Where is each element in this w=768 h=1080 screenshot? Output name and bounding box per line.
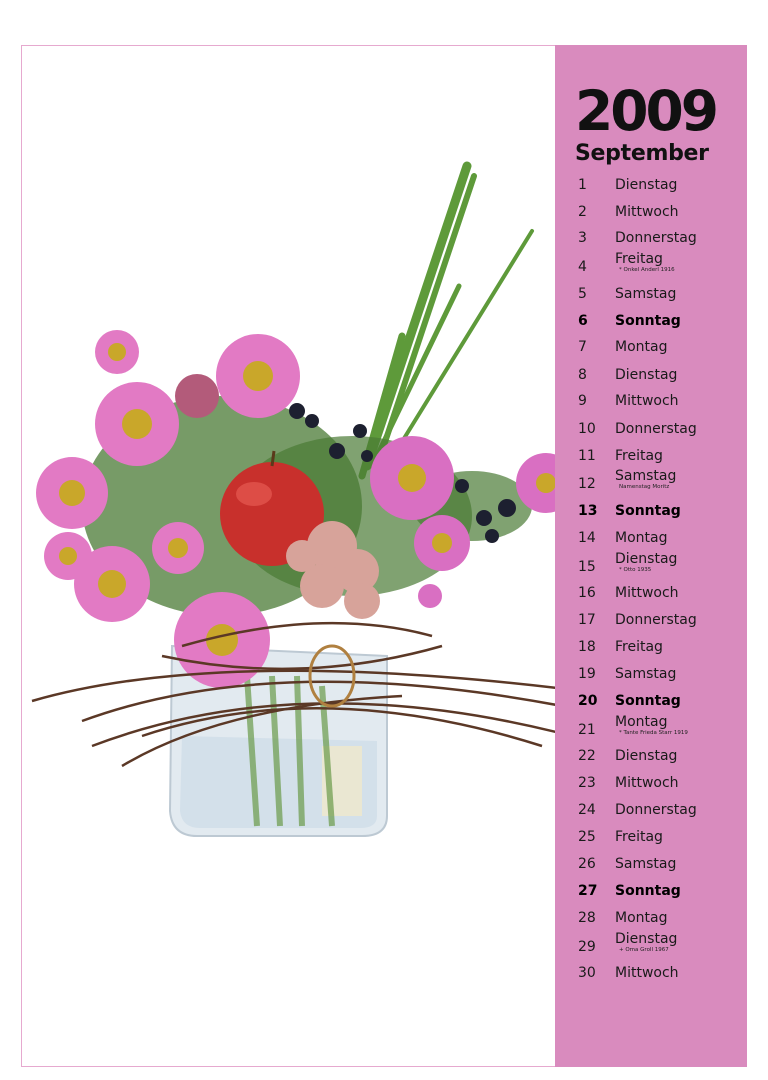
day-number: 17 — [578, 612, 596, 628]
day-row-sunday — [555, 879, 747, 905]
day-number: 25 — [578, 829, 596, 845]
day-name: Freitag — [615, 639, 663, 655]
day-number: 24 — [578, 802, 596, 818]
day-name: Montag — [615, 910, 668, 926]
day-row — [555, 226, 747, 252]
day-name: Dienstag — [615, 177, 678, 193]
day-row — [555, 526, 747, 552]
day-number: 23 — [578, 775, 596, 791]
day-number: 29 — [578, 939, 596, 955]
day-row-sunday — [555, 499, 747, 525]
day-name: Donnerstag — [615, 612, 697, 628]
day-number: 9 — [578, 393, 587, 409]
day-row — [555, 771, 747, 797]
day-name: Dienstag — [615, 931, 678, 947]
day-name: Sonntag — [615, 883, 681, 899]
day-name: Montag — [615, 530, 668, 546]
day-name: Donnerstag — [615, 230, 697, 246]
day-row — [555, 744, 747, 770]
day-row — [555, 335, 747, 361]
day-row — [555, 716, 747, 742]
grass-leaves — [362, 166, 532, 476]
day-number: 5 — [578, 286, 587, 302]
day-name: Samstag — [615, 856, 677, 872]
day-row — [555, 282, 747, 308]
day-row — [555, 253, 747, 279]
day-row — [555, 961, 747, 987]
day-number: 27 — [578, 883, 598, 899]
day-name: Freitag — [615, 251, 663, 267]
day-name: Mittwoch — [615, 204, 679, 220]
day-row — [555, 553, 747, 579]
day-name: Freitag — [615, 448, 663, 464]
day-name: Sonntag — [615, 503, 681, 519]
day-note: + Oma Groll 1967 — [619, 947, 669, 953]
day-name: Samstag — [615, 666, 677, 682]
day-name: Montag — [615, 339, 668, 355]
day-row — [555, 581, 747, 607]
day-row — [555, 470, 747, 496]
day-note: * Onkel Anderl 1916 — [619, 267, 675, 273]
day-row — [555, 444, 747, 470]
day-number: 26 — [578, 856, 596, 872]
day-number: 8 — [578, 367, 587, 383]
day-name: Freitag — [615, 829, 663, 845]
day-name: Mittwoch — [615, 393, 679, 409]
day-row — [555, 635, 747, 661]
day-number: 30 — [578, 965, 596, 981]
day-row — [555, 933, 747, 959]
day-number: 6 — [578, 313, 588, 329]
day-number: 28 — [578, 910, 596, 926]
flower-bouquet-photo — [22, 46, 555, 1066]
day-number: 14 — [578, 530, 596, 546]
day-row-sunday — [555, 689, 747, 715]
calendar-month: September — [575, 141, 709, 166]
day-name: Sonntag — [615, 313, 681, 329]
day-row — [555, 608, 747, 634]
day-number: 15 — [578, 559, 596, 575]
day-number: 10 — [578, 421, 596, 437]
day-row — [555, 173, 747, 199]
day-name: Samstag — [615, 286, 677, 302]
day-name: Dienstag — [615, 748, 678, 764]
day-name: Dienstag — [615, 551, 678, 567]
day-number: 20 — [578, 693, 598, 709]
day-number: 7 — [578, 339, 587, 355]
day-row — [555, 662, 747, 688]
day-number: 18 — [578, 639, 596, 655]
day-name: Dienstag — [615, 367, 678, 383]
day-number: 13 — [578, 503, 598, 519]
day-number: 16 — [578, 585, 596, 601]
day-note: Namenstag Moritz — [619, 484, 670, 490]
day-row — [555, 389, 747, 415]
day-number: 4 — [578, 259, 587, 275]
day-name: Mittwoch — [615, 775, 679, 791]
day-name: Mittwoch — [615, 965, 679, 981]
day-name: Sonntag — [615, 693, 681, 709]
day-note: * Tante Frieda Starr 1919 — [619, 730, 688, 736]
day-number: 22 — [578, 748, 596, 764]
day-number: 12 — [578, 476, 596, 492]
day-row — [555, 906, 747, 932]
calendar-sidebar — [555, 45, 747, 1067]
day-row — [555, 417, 747, 443]
calendar-year: 2009 — [575, 79, 717, 143]
day-name: Donnerstag — [615, 421, 697, 437]
day-row — [555, 200, 747, 226]
day-row-sunday — [555, 309, 747, 335]
day-number: 1 — [578, 177, 587, 193]
day-name: Montag — [615, 714, 668, 730]
day-number: 19 — [578, 666, 596, 682]
day-number: 2 — [578, 204, 587, 220]
day-row — [555, 825, 747, 851]
day-number: 21 — [578, 722, 596, 738]
day-number: 3 — [578, 230, 587, 246]
day-name: Donnerstag — [615, 802, 697, 818]
day-row — [555, 852, 747, 878]
day-note: * Otto 1935 — [619, 567, 652, 573]
day-row — [555, 798, 747, 824]
day-name: Samstag — [615, 468, 677, 484]
day-row — [555, 363, 747, 389]
day-number: 11 — [578, 448, 596, 464]
day-name: Mittwoch — [615, 585, 679, 601]
